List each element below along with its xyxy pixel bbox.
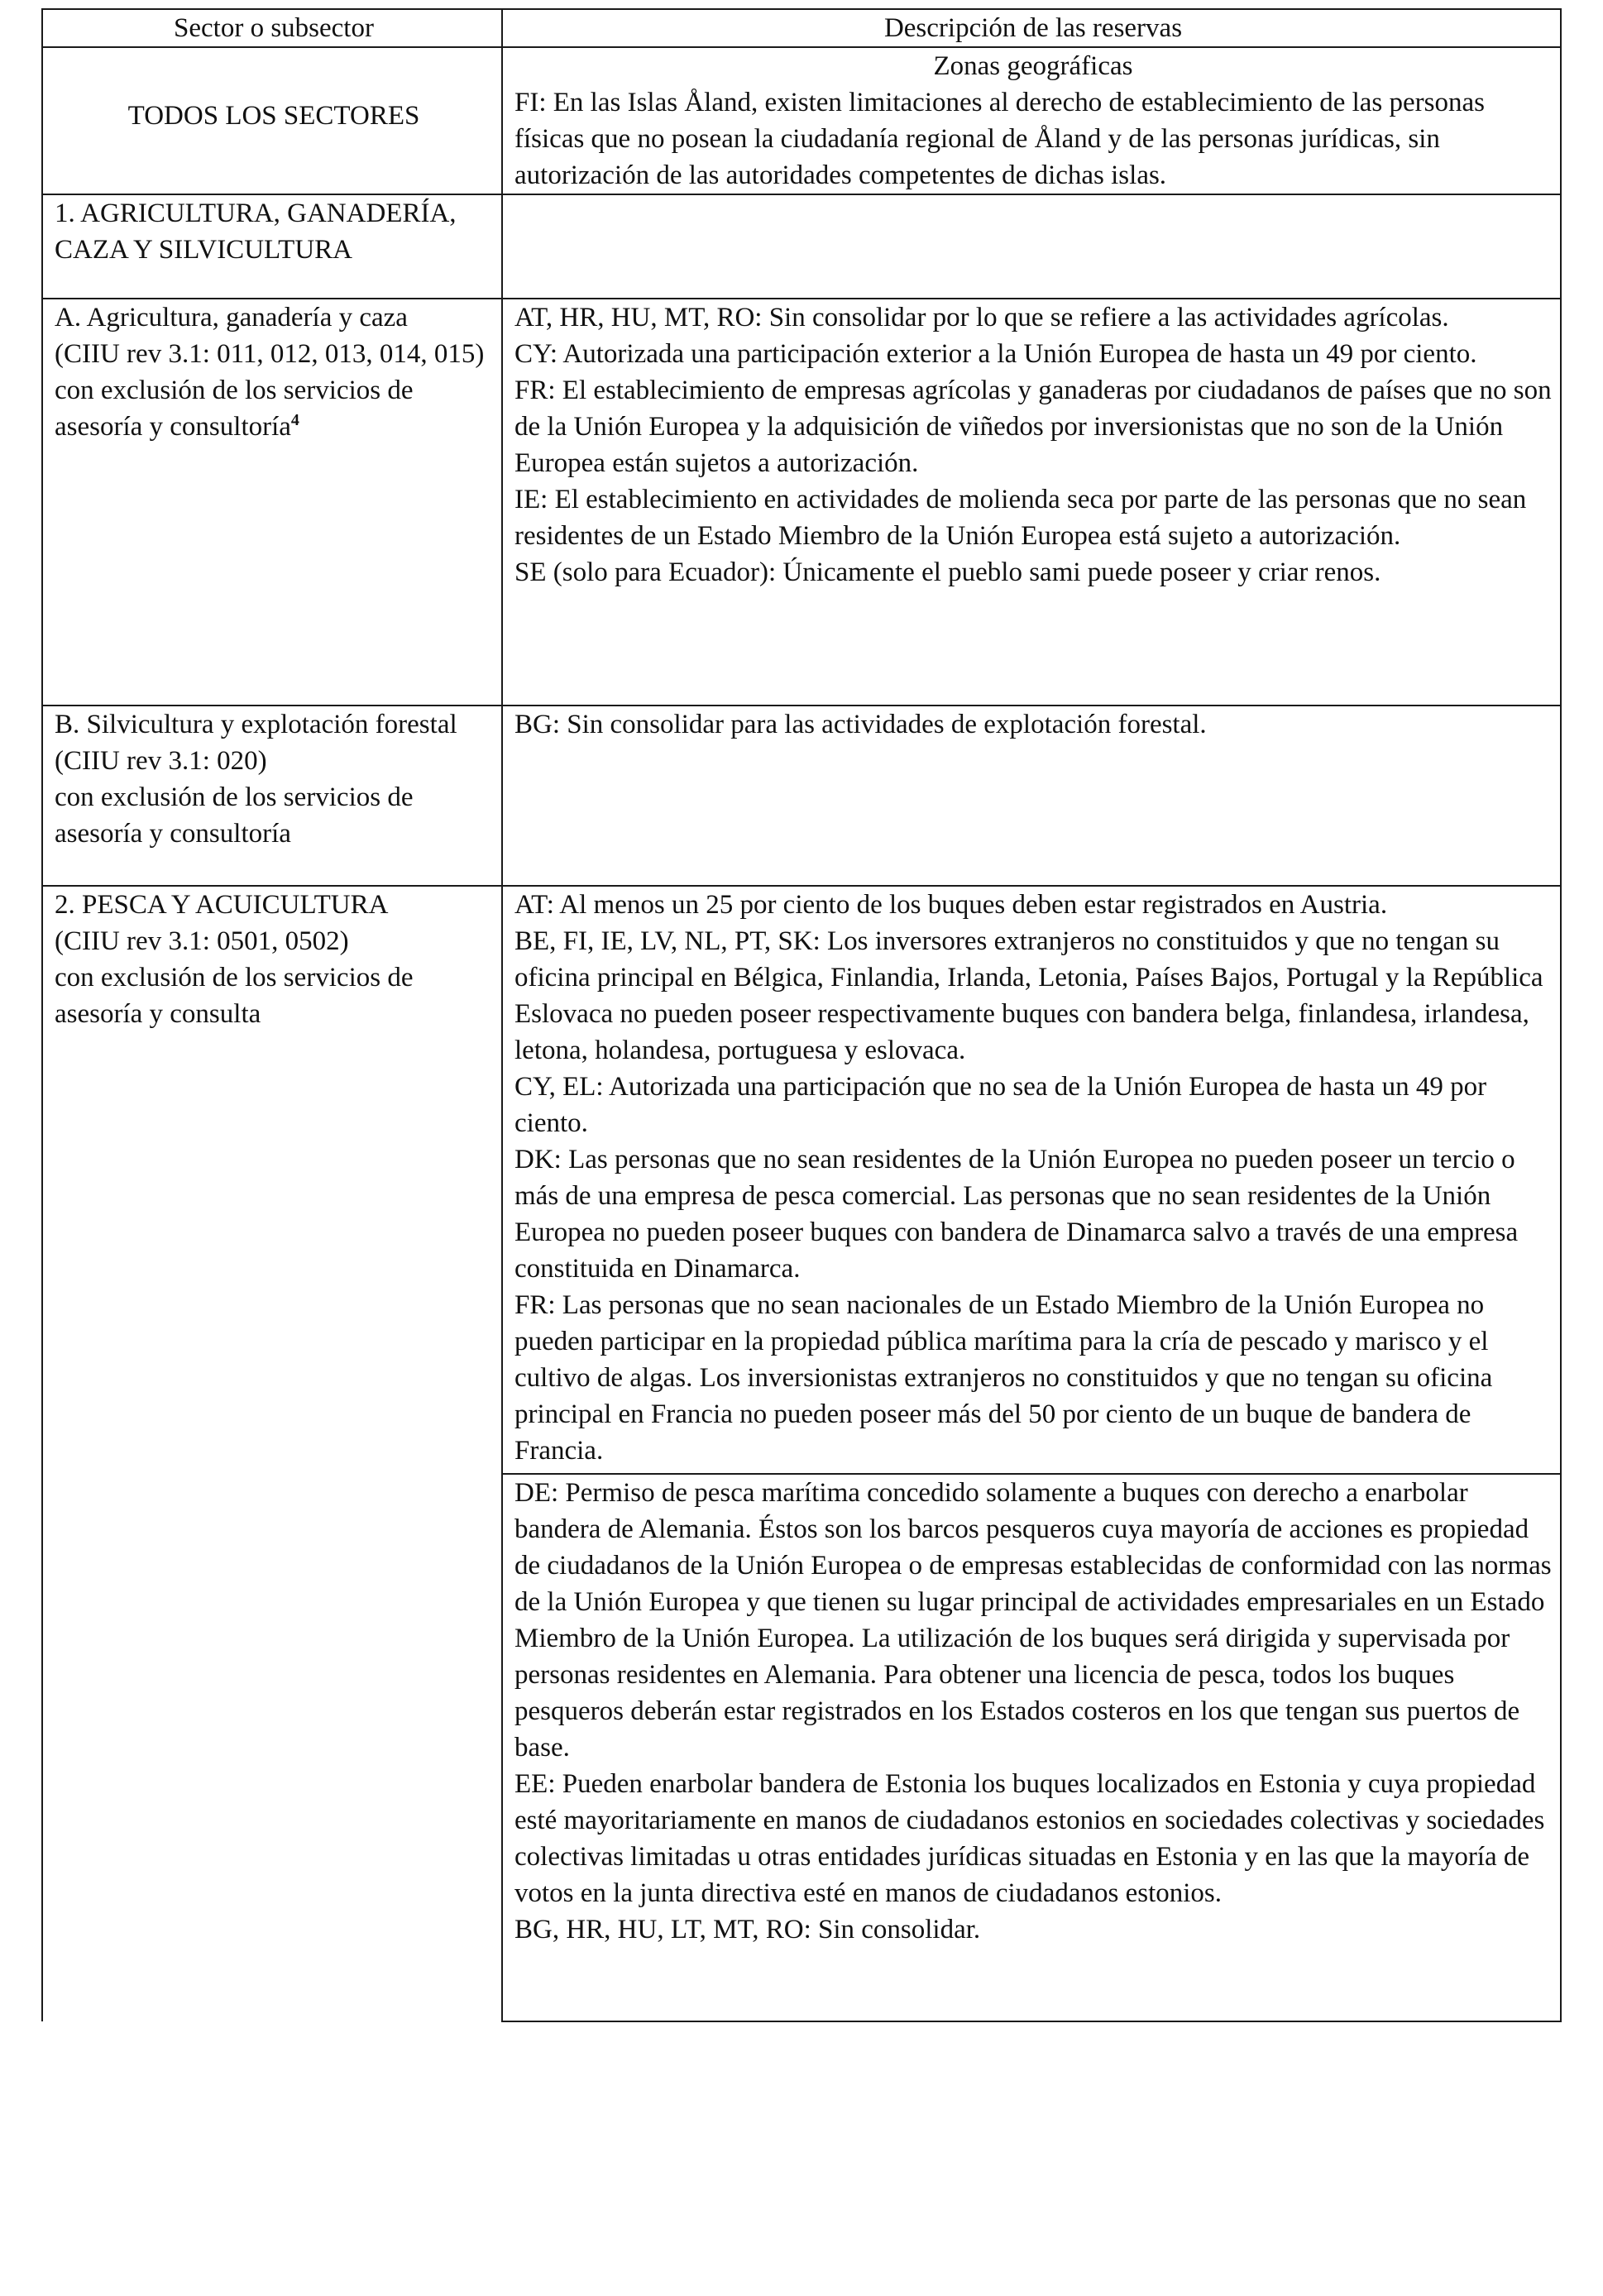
reservation-text: BE, FI, IE, LV, NL, PT, SK: Los inversores extranjeros no constituidos y que no tengan su oficina principal en Bélgica, Finlandia, Irlanda, Letonia, Países Bajos, Portugal y la República Eslovaca no pueden poseer respectivamente buques con bandera belga, finlandesa, irlandesa, letona, holandesa, portuguesa y eslovaca. xyxy=(514,926,1543,1065)
reservation-text: AT, HR, HU, MT, RO: Sin consolidar por lo que se refiere a las actividades agrícolas. xyxy=(514,303,1449,332)
sector-b-exclusion: con exclusión de los servicios de asesoría y consultoría xyxy=(55,782,414,849)
description-cell xyxy=(502,299,1561,706)
sector-a-exclusion xyxy=(55,372,493,445)
sector-b-code: (CIIU rev 3.1: 020) xyxy=(55,746,267,776)
reservation-text: CY: Autorizada una participación exterior a la Unión Europea de hasta un 49 por ciento. xyxy=(514,339,1477,369)
reservation-text: AT: Al menos un 25 por ciento de los buques deben estar registrados en Austria. xyxy=(514,890,1388,920)
description-cell xyxy=(502,706,1561,886)
table-header-row xyxy=(42,9,1561,47)
sector-cell xyxy=(42,194,502,299)
sector-cell xyxy=(42,47,502,194)
sector-a-exclusion-text: con exclusión de los servicios de asesoría y consultoría xyxy=(55,375,414,442)
footnote-marker: 4 xyxy=(290,411,299,429)
reservation-text: FI: En las Islas Åland, existen limitaciones al derecho de establecimiento de las personas físicas que no posean la ciudadanía regional de Åland y de las personas jurídicas, sin autorización de las autoridades competentes de dichas islas. xyxy=(514,88,1485,190)
table-row-agricultura-a xyxy=(42,299,1561,706)
table-row-agricultura xyxy=(42,194,1561,299)
sector-a-code: (CIIU rev 3.1: 011, 012, 013, 014, 015) xyxy=(55,339,485,369)
zone-title: Zonas geográficas xyxy=(933,51,1133,81)
description-cell xyxy=(502,194,1561,299)
header-descripcion: Descripción de las reservas xyxy=(502,9,1561,47)
reservation-text: FR: Las personas que no sean nacionales de un Estado Miembro de la Unión Europea no pueden participar en la propiedad pública marítima para la cría de pescado y marisco y el cultivo de algas. Los inversionistas extranjeros no constituidos y que no tengan su oficina principal en Francia no pueden poseer más del 50 por ciento de un buque de bandera de Francia. xyxy=(514,1290,1493,1466)
sector-cell xyxy=(42,886,502,2021)
reservation-text: FR: El establecimiento de empresas agrícolas y ganaderas por ciudadanos de países que no son de la Unión Europea y la adquisición de viñedos por inversionistas que no son de la Unión Europea están sujetos a autorización. xyxy=(514,375,1552,478)
reservation-text: DE: Permiso de pesca marítima concedido solamente a buques con derecho a enarbolar bandera de Alemania. Éstos son los barcos pesqueros cuya mayoría de acciones es propiedad de ciudadanos de la Unión Europea o de empresas establecidas de conformidad con las normas de la Unión Europea y que tienen su lugar principal de actividades empresariales en un Estado Miembro de la Unión Europea. La utilización de los buques será dirigida y supervisada por personas residentes en Alemania. Para obtener una licencia de pesca, todos los buques pesqueros deberán estar registrados en los Estados costeros en los que tengan sus puertos de base. xyxy=(514,1478,1552,1763)
table-row-pesca xyxy=(42,886,1561,1474)
sector-todos: TODOS LOS SECTORES xyxy=(127,101,420,131)
header-sector: Sector o subsector xyxy=(42,9,502,47)
sector-pesca-title: 2. PESCA Y ACUICULTURA xyxy=(55,890,389,920)
sector-pesca-code: (CIIU rev 3.1: 0501, 0502) xyxy=(55,926,349,956)
reservation-text: DK: Las personas que no sean residentes de la Unión Europea no pueden poseer un tercio o más de una empresa de pesca comercial. Las personas que no sean residentes de la Unión Europea no pueden poseer buques con bandera de Dinamarca salvo a través de una empresa constituida en Dinamarca. xyxy=(514,1145,1519,1284)
sector-pesca-exclusion: con exclusión de los servicios de asesoría y consulta xyxy=(55,963,414,1029)
reservation-text: IE: El establecimiento en actividades de molienda seca por parte de las personas que no sean residentes de un Estado Miembro de la Unión Europea está sujeto a autorización. xyxy=(514,485,1527,551)
sector-cell xyxy=(42,299,502,706)
sector-agricultura: 1. AGRICULTURA, GANADERÍA, CAZA Y SILVICULTURA xyxy=(55,199,457,265)
reservation-text: EE: Pueden enarbolar bandera de Estonia los buques localizados en Estonia y cuya propiedad esté mayoritariamente en manos de ciudadanos estonios en sociedades colectivas y sociedades colectivas limitadas u otras entidades jurídicas situadas en Estonia y en las que la mayoría de votos en la junta directiva esté en manos de ciudadanos estonios. xyxy=(514,1769,1545,1908)
description-cell xyxy=(502,47,1561,194)
sector-b-title: B. Silvicultura y explotación forestal xyxy=(55,710,457,739)
reservation-text: SE (solo para Ecuador): Únicamente el pueblo sami puede poseer y criar renos. xyxy=(514,557,1381,587)
table-row-silvicultura-b xyxy=(42,706,1561,886)
table-row-todos xyxy=(42,47,1561,194)
sector-a-title: A. Agricultura, ganadería y caza xyxy=(55,303,408,332)
description-cell xyxy=(502,886,1561,1474)
description-cell xyxy=(502,1474,1561,2021)
sector-cell xyxy=(42,706,502,886)
reservation-text: BG: Sin consolidar para las actividades de explotación forestal. xyxy=(514,710,1207,739)
reservation-text: CY, EL: Autorizada una participación que no sea de la Unión Europea de hasta un 49 por ciento. xyxy=(514,1072,1487,1138)
reservations-table xyxy=(41,8,1562,2022)
reservation-text: BG, HR, HU, LT, MT, RO: Sin consolidar. xyxy=(514,1915,981,1944)
